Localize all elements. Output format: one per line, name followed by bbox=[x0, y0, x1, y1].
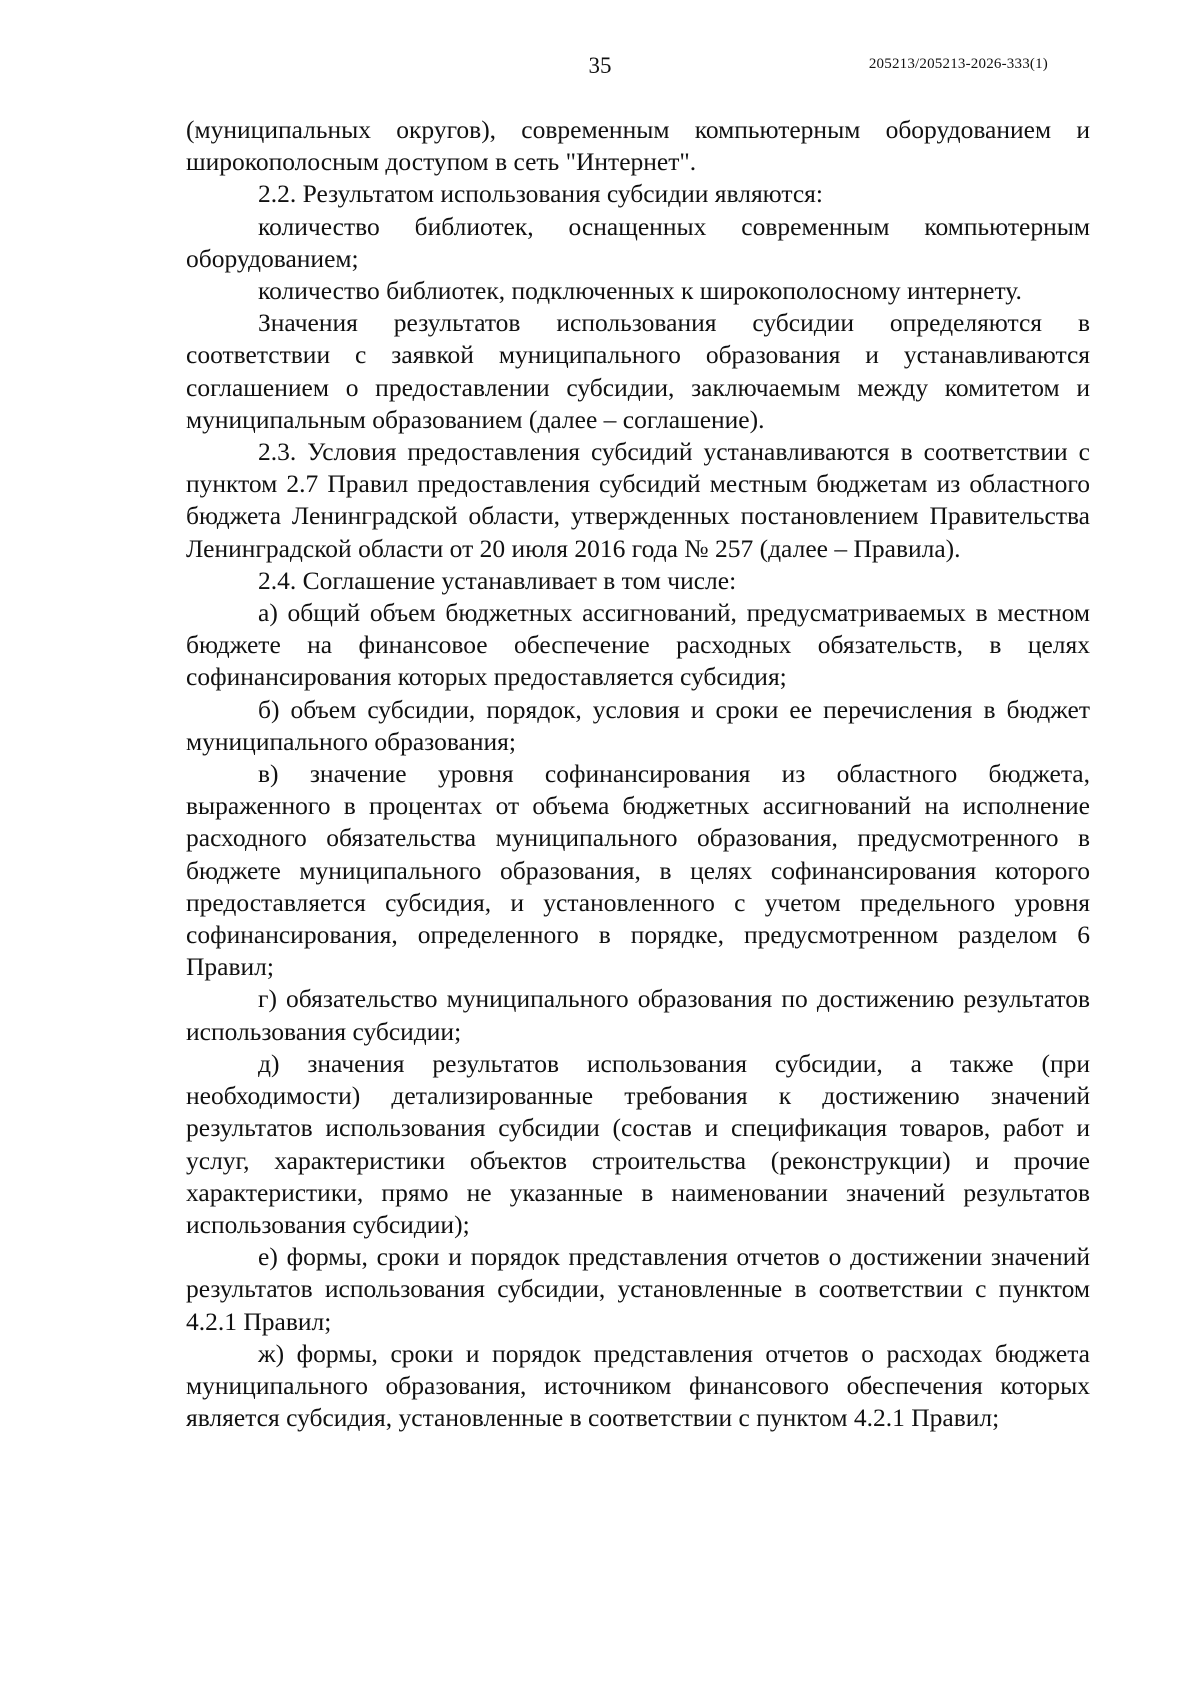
paragraph: Значения результатов использования субсидии определяются в соответствии с заявкой муниципального образования и устанавливаются соглашением о предоставлении субсидии, заключаемым между комитетом и муниципальным образованием (далее – соглашение). bbox=[186, 308, 1090, 434]
paragraph: б) объем субсидии, порядок, условия и сроки ее перечисления в бюджет муниципального образования; bbox=[186, 694, 1090, 756]
paragraph: 2.4. Соглашение устанавливает в том числе: bbox=[258, 565, 737, 595]
paragraph: г) обязательство муниципального образования по достижению результатов использования субсидии; bbox=[186, 984, 1090, 1046]
paragraph: 2.3. Условия предоставления субсидий устанавливаются в соответствии с пунктом 2.7 Правил предоставления субсидий местным бюджетам из областного бюджета Ленинградской области, утвержденных постановлением Правительства Ленинградской области от 20 июля 2016 года № 257 (далее – Правила). bbox=[186, 437, 1090, 563]
document-body bbox=[186, 114, 1090, 1434]
paragraph: д) значения результатов использования субсидии, а также (при необходимости) детализированные требования к достижению значений результатов использования субсидии (состав и спецификация товаров, работ и услуг, характеристики объектов строительства (реконструкции) и прочие характеристики, прямо не указанные в наименовании значений результатов использования субсидии); bbox=[186, 1048, 1090, 1239]
paragraph: а) общий объем бюджетных ассигнований, предусматриваемых в местном бюджете на финансовое обеспечение расходных обязательств, в целях софинансирования которых предоставляется субсидия; bbox=[186, 598, 1090, 692]
paragraph: 2.2. Результатом использования субсидии являются: bbox=[258, 179, 823, 209]
page-number: 35 bbox=[588, 53, 612, 78]
paragraph: е) формы, сроки и порядок представления отчетов о достижении значений результатов использования субсидии, установленные в соответствии с пунктом 4.2.1 Правил; bbox=[186, 1242, 1090, 1336]
paragraph: количество библиотек, оснащенных современным компьютерным оборудованием; bbox=[186, 211, 1090, 273]
document-code: 205213/205213-2026-333(1) bbox=[868, 56, 1048, 72]
paragraph: ж) формы, сроки и порядок представления отчетов о расходах бюджета муниципального образования, источником финансового обеспечения которых является субсидия, установленные в соответствии с пунктом 4.2.1 Правил; bbox=[186, 1338, 1090, 1433]
paragraph: количество библиотек, подключенных к широкополосному интернету. bbox=[258, 276, 1022, 306]
paragraph: в) значение уровня софинансирования из областного бюджета, выраженного в процентах от объема бюджетных ассигнований на исполнение расходного обязательства муниципального образования, предусмотренного в бюджете муниципального образования, в целях софинансирования которого предоставляется субсидия, и установленного с учетом предельного уровня софинансирования, определенного в порядке, предусмотренном разделом 6 Правил; bbox=[186, 759, 1090, 982]
paragraph: (муниципальных округов), современным компьютерным оборудованием и широкополосным доступом в сеть "Интернет". bbox=[186, 115, 1090, 177]
